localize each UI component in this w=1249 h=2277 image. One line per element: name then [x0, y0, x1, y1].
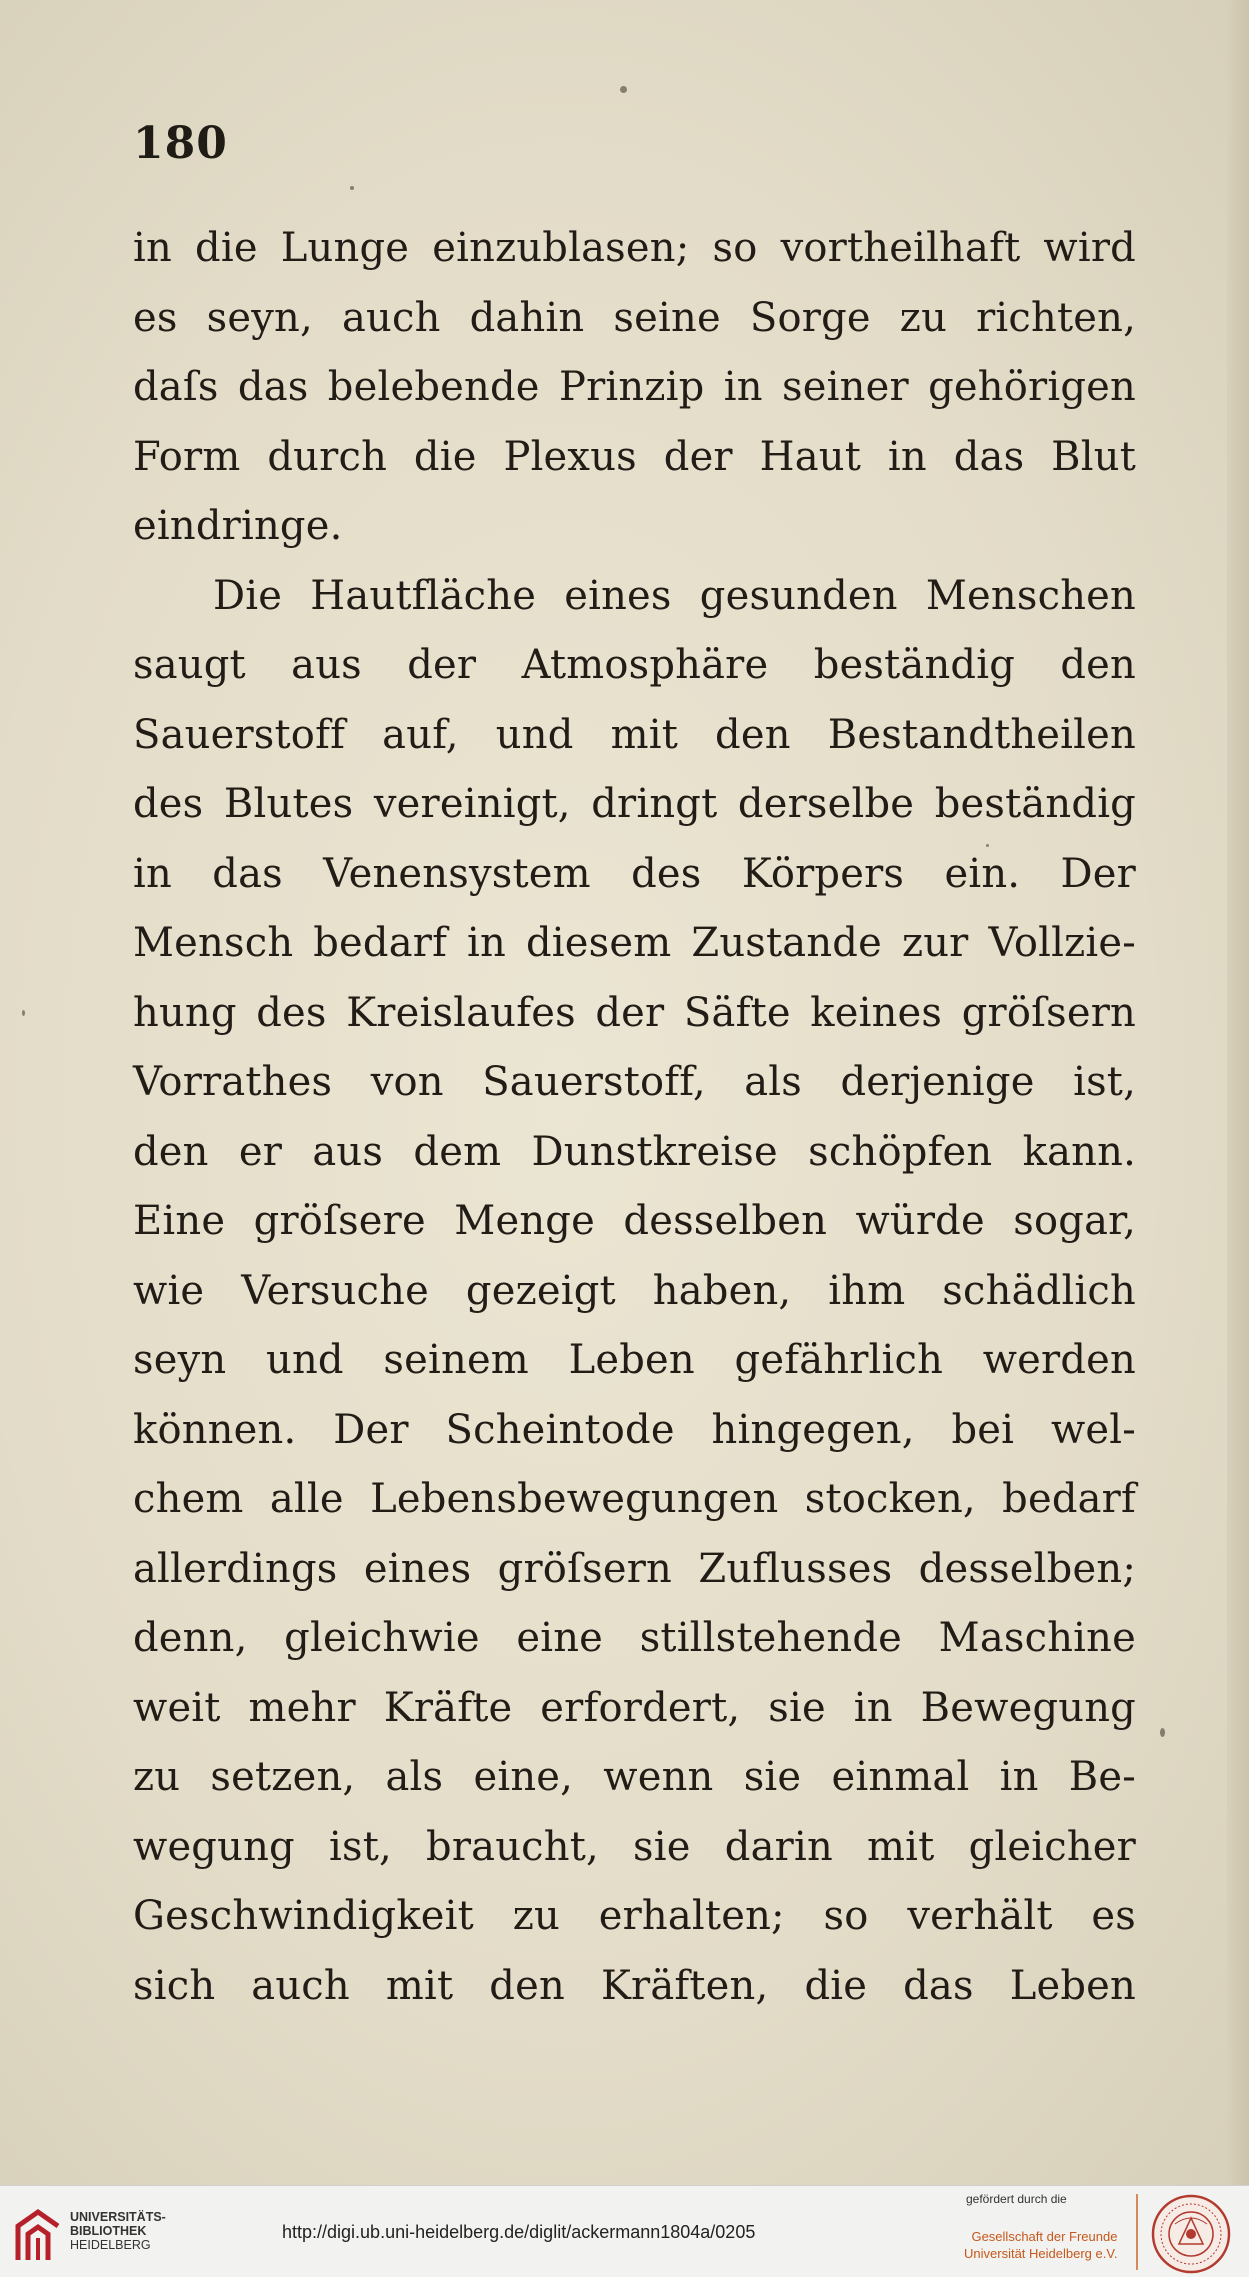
text-line: können. Der Scheintode hingegen, bei wel- — [133, 1406, 1136, 1453]
library-name — [70, 2210, 166, 2252]
text-line: Vorrathes von Sauerstoff, als derjenige ist, — [133, 1059, 1136, 1105]
text-line: chem alle Lebensbewegungen stocken, bedarf — [133, 1476, 1136, 1522]
ink-speck — [1160, 1728, 1165, 1737]
text-line: wie Versuche gezeigt haben, ihm schädlich — [133, 1267, 1136, 1314]
ink-speck — [986, 844, 989, 847]
text-line: daſs das belebende Prinzip in seiner gehörigen — [133, 364, 1136, 410]
text-line: des Blutes vereinigt, dringt derselbe beständig — [133, 781, 1136, 827]
footer-divider — [1136, 2194, 1138, 2270]
text-line: wegung ist, braucht, sie darin mit gleicher — [133, 1823, 1136, 1870]
ub-heidelberg-logo-icon — [14, 2208, 62, 2264]
text-line: hung des Kreislaufes der Säfte keines gröſsern — [133, 989, 1136, 1036]
text-line: es seyn, auch dahin seine Sorge zu richten, — [133, 294, 1136, 341]
text-line: in die Lunge einzublasen; so vortheilhaft wird — [133, 225, 1136, 271]
text-line: weit mehr Kräfte erfordert, sie in Bewegung — [133, 1684, 1136, 1731]
permalink-url[interactable]: http://digi.ub.uni-heidelberg.de/diglit/ackermann1804a/0205 — [282, 2222, 756, 2242]
society-name — [964, 2228, 1117, 2262]
funded-by-label: gefördert durch die — [966, 2192, 1067, 2206]
text-line: saugt aus der Atmosphäre beständig den — [133, 642, 1136, 688]
text-line: denn, gleichwie eine stillstehende Maschine — [133, 1615, 1136, 1661]
text-line: zu setzen, als eine, wenn sie einmal in Be- — [133, 1754, 1136, 1800]
text-line: Eine gröſsere Menge desselben würde sogar, — [133, 1198, 1136, 1244]
page-edge — [1227, 0, 1249, 2185]
ink-speck — [22, 1010, 25, 1016]
text-line: eindringe. — [133, 503, 343, 549]
text-line: Mensch bedarf in diesem Zustande zur Vollzie- — [133, 920, 1136, 966]
text-line: seyn und seinem Leben gefährlich werden — [133, 1337, 1136, 1383]
society-name-line: Gesellschaft der Freunde — [971, 2229, 1118, 2244]
text-line: allerdings eines gröſsern Zuflusses desselben; — [133, 1545, 1136, 1592]
library-name-line: BIBLIOTHEK — [70, 2224, 147, 2238]
library-name-line: HEIDELBERG — [70, 2238, 151, 2252]
text-line: Geschwindigkeit zu erhalten; so verhält es — [133, 1893, 1136, 1939]
university-seal-icon — [1151, 2194, 1231, 2274]
page-number: 180 — [133, 118, 228, 169]
ink-speck — [350, 186, 354, 190]
text-line: Sauerstoff auf, und mit den Bestandtheilen — [133, 711, 1136, 758]
library-name-line: UNIVERSITÄTS- — [70, 2210, 166, 2224]
text-line: sich auch mit den Kräften, die das Leben — [133, 1962, 1136, 2009]
text-line: den er aus dem Dunstkreise schöpfen kann. — [133, 1128, 1136, 1175]
text-line: Die Hautfläche eines gesunden Menschen — [213, 572, 1136, 619]
body-text — [133, 214, 1136, 2021]
text-line: in das Venensystem des Körpers ein. Der — [133, 850, 1136, 897]
text-line: Form durch die Plexus der Haut in das Blut — [133, 433, 1136, 480]
society-name-line: Universität Heidelberg e.V. — [964, 2246, 1118, 2261]
ink-speck — [620, 86, 627, 93]
digitization-footer — [0, 2185, 1249, 2277]
